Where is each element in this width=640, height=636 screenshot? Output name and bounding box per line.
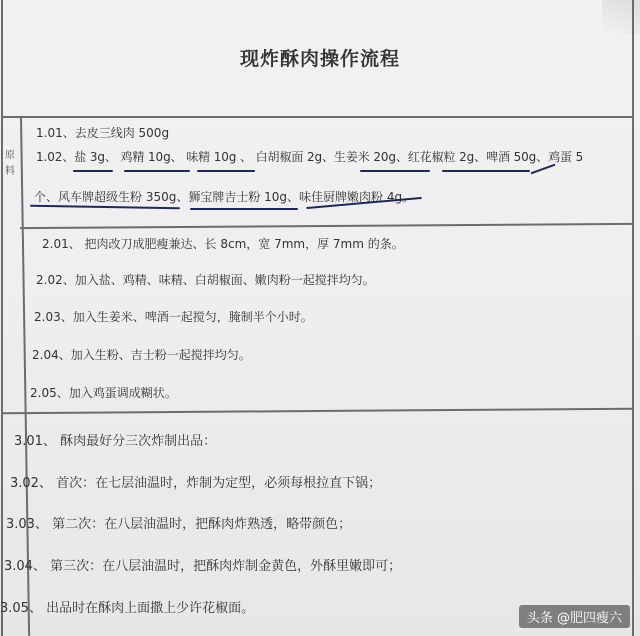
- underline: [124, 170, 190, 172]
- step-3-02: 3.02、 首次：在七层油温时，炸制为定型，必须每根拉直下锅；: [10, 476, 382, 491]
- step-2-04: 2.04、加入生粉、吉士粉一起搅拌均匀。: [32, 348, 251, 362]
- step-2-02: 2.02、加入盐、鸡精、味精、白胡椒面、嫩肉粉一起搅拌均匀。: [36, 273, 375, 287]
- step-1-02: 1.02、盐 3g、 鸡精 10g、 味精 10g 、 白胡椒面 2g、生姜米 20g、红花椒粒 2g、啤酒 50g、鸡蛋 5: [36, 150, 584, 164]
- section-divider-1: [20, 223, 632, 229]
- section-label: 原料: [5, 150, 15, 177]
- underline: [360, 170, 430, 172]
- step-1-02-cont: 个、风车牌超级生粉 350g、狮宝牌吉士粉 10g、味佳厨牌嫩肉粉 4g。: [34, 190, 415, 204]
- document-title: 现炸酥肉操作流程: [239, 48, 400, 70]
- step-2-05: 2.05、加入鸡蛋调成糊状。: [30, 386, 177, 400]
- step-3-04: 3.04、 第三次：在八层油温时，把酥肉炸制金黄色，外酥里嫩即可；: [4, 559, 402, 574]
- step-3-01: 3.01、 酥肉最好分三次炸制出品：: [14, 434, 217, 449]
- step-2-03: 2.03、加入生姜米、啤酒一起搅匀，腌制半个小时。: [34, 310, 313, 324]
- underline: [73, 170, 113, 172]
- outer-right-border: [632, 0, 634, 636]
- step-3-03: 3.03、 第二次：在八层油温时，把酥肉炸熟透，略带颜色；: [6, 517, 352, 532]
- header-divider: [1, 116, 633, 118]
- section-divider-2: [1, 408, 633, 414]
- step-1-01: 1.01、去皮三线肉 500g: [36, 126, 170, 140]
- step-2-01: 2.01、 把肉改刀成肥瘦兼达、长 8cm，宽 7mm，厚 7mm 的条。: [42, 237, 404, 251]
- outer-left-border: [1, 0, 3, 636]
- underline: [197, 170, 255, 172]
- underline: [442, 170, 530, 172]
- underline: [190, 208, 298, 210]
- watermark: 头条 @肥四瘦六: [519, 605, 630, 628]
- step-3-05: 3.05、 出品时在酥肉上面撒上少许花椒面。: [0, 601, 255, 616]
- page-corner-shadow: [602, 0, 640, 34]
